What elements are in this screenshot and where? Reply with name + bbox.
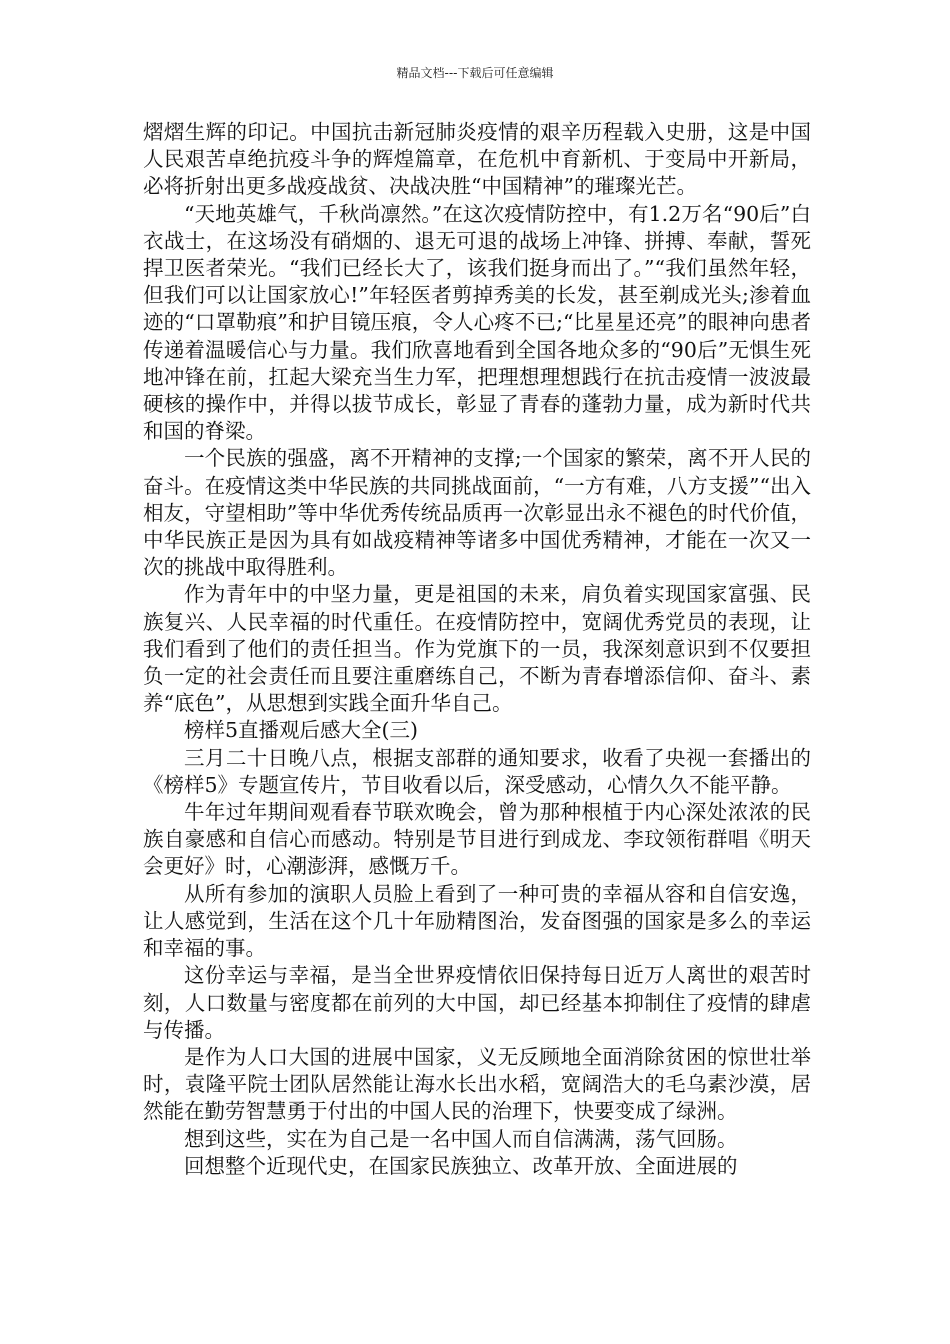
paragraph-10: 想到这些，实在为自己是一名中国人而自信满满，荡气回肠。 bbox=[184, 1126, 738, 1151]
paragraph-8: 这份幸运与幸福，是当全世界疫情依旧保持每日近万人离世的艰苦时刻，人口数量与密度都在前列的大中国，却已经基本抑制住了疫情的肆虐与传播。 bbox=[143, 963, 811, 1042]
paragraph-2: “天地英雄气，千秋尚凛然。”在这次疫情防控中，有1.2万名“90后”白衣战士，在这场没有硝烟的、退无可退的战场上冲锋、拼搏、奉献，誓死捍卫医者荣光。“我们已经长大了，该我们挺身而出了。”“我们虽然年轻，但我们可以让国家放心!”年轻医者剪掉秀美的长发，甚至剃成光头;渗着血迹的“口罩勒痕”和护目镜压痕，令人心疼不已;“比星星还亮”的眼神向患者传递着温暖信心与力量。我们欣喜地看到全国各地众多的“90后”无惧生死地冲锋在前，扛起大梁充当生力军，把理想理想践行在抗击疫情一波波最硬核的操作中，并得以拔节成长，彰显了青春的蓬勃力量，成为新时代共和国的脊梁。 bbox=[143, 201, 811, 444]
paragraph-9: 是作为人口大国的进展中国家，义无反顾地全面消除贫困的惊世壮举时，袁隆平院士团队居然能让海水长出水稻，宽阔浩大的毛乌素沙漠，居然能在勤劳智慧勇于付出的中国人民的治理下，快要变成了绿洲。 bbox=[143, 1044, 811, 1124]
paragraph-4: 作为青年中的中坚力量，更是祖国的未来，肩负着实现国家富强、民族复兴、人民幸福的时代重任。在疫情防控中，宽阔优秀党员的表现，让我们看到了他们的责任担当。作为党旗下的一员，我深刻意识到不仅要担负一定的社会责任而且要注重磨练自己，不断为青春增添信仰、奋斗、素养“底色”，从思想到实践全面升华自己。 bbox=[143, 582, 811, 716]
page-header: 精品文档---下载后可任意编辑 bbox=[396, 66, 554, 80]
paragraph-6: 牛年过年期间观看春节联欢晚会，曾为那种根植于内心深处浓浓的民族自豪感和自信心而感动。特别是节目进行到成龙、李玟领衔群唱《明天会更好》时，心潮澎湃，感慨万千。 bbox=[143, 800, 811, 879]
paragraph-1: 熠熠生辉的印记。中国抗击新冠肺炎疫情的艰辛历程载入史册，这是中国人民艰苦卓绝抗疫斗争的辉煌篇章，在危机中育新机、于变局中开新局，必将折射出更多战疫战贫、决战决胜“中国精神”的璀璨光芒。 bbox=[143, 120, 811, 199]
paragraph-7: 从所有参加的演职人员脸上看到了一种可贵的幸福从容和自信安逸，让人感觉到，生活在这个几十年励精图治，发奋图强的国家是多么的幸运和幸福的事。 bbox=[143, 881, 811, 961]
paragraph-11: 回想整个近现代史，在国家民族独立、改革开放、全面进展的 bbox=[184, 1153, 738, 1178]
paragraph-3: 一个民族的强盛，离不开精神的支撑;一个国家的繁荣，离不开人民的奋斗。在疫情这类中华民族的共同挑战面前，“一方有难，八方支援”“出入相友，守望相助”等中华优秀传统品质再一次彰显出永不褪色的时代价值，中华民族正是因为具有如战疫精神等诸多中国优秀精神，才能在一次又一次的挑战中取得胜利。 bbox=[143, 446, 811, 580]
document-body bbox=[143, 119, 811, 1180]
section-heading: 榜样5直播观后感大全(三) bbox=[184, 718, 419, 743]
paragraph-5: 三月二十日晚八点，根据支部群的通知要求，收看了央视一套播出的《榜样5》专题宣传片，节目收看以后，深受感动，心情久久不能平静。 bbox=[143, 745, 811, 797]
